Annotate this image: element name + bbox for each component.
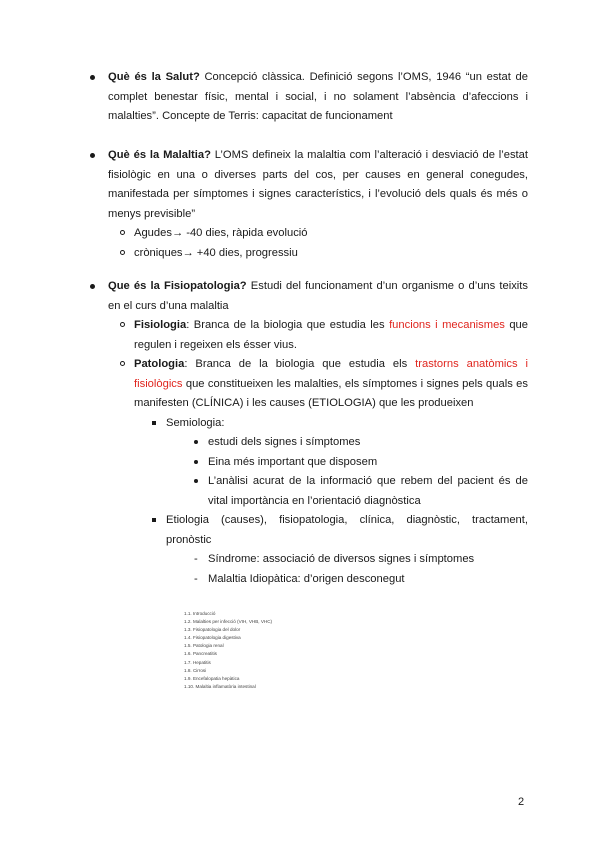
section-fisiopatologia [86,277,528,589]
fisiopatologia-text: Estudi del funcionament d’un organisme o d’uns teixits en el curs d’una malaltia [108,280,528,312]
toc-item: 1.1. Introducció [184,611,216,616]
toc-item: 1.7. Hepatitis [184,659,211,665]
etiologia-item: Etiologia (causes), fisiopatologia, clínica, diagnòstic, tractament, pronòstic [80,511,528,550]
toc-item: 1.4. Fisiopatologia digestiva [184,635,241,641]
dot-bullet-icon [194,440,198,444]
bullet-fisiopatologia [86,277,528,316]
toc-item: 1.10. Malaltia inflamatòria intestinal [184,683,256,689]
chronic-item: cròniques→ +40 dies, progressiu [80,244,528,264]
acute-item: Agudes→ -40 dies, ràpida evolució [80,224,528,244]
hollow-bullet-icon [120,322,125,327]
hollow-bullet-icon [120,230,125,235]
fisiologia-item: Fisiologia: Branca de la biologia que estudia les funcions i mecanismes que regulen i regeixen els ésser vius. [80,316,528,355]
dot-bullet-icon [194,460,198,464]
square-bullet-icon [152,518,156,522]
semiologia-item: Semiologia: [80,414,528,434]
dash-bullet-icon: - [194,553,198,565]
sindrome-item: - Síndrome: associació de diversos signes i símptomes [80,550,528,570]
malaltia-text: L’OMS defineix la malaltia com l’alteració i desviació de l’estat fisiològic en una o diverses parts del cos, per causes en general conegudes, manifestada per símptomes i signes característics, i l’evolució dels quals és més o menys previsible” [108,149,528,220]
table-of-contents [184,610,324,691]
toc-item: 1.6. Pancreatitis [184,651,217,657]
semiologia-point-2: Eina més important que disposem [80,453,528,473]
toc-item: 1.8. Cirrosi [184,667,207,673]
dot-bullet-icon [194,479,198,483]
patologia-item: Patologia: Branca de la biologia que estudia els trastorns anatòmics i fisiològics que constitueixen les malalties, els símptomes i signes pels quals es manifesten (CLÍNICA) i les causes (ETIOLOGIA) que les produeixen [80,355,528,414]
toc-item: 1.5. Patologia renal [184,643,224,649]
dash-bullet-icon: - [194,572,198,585]
fisiopatologia-question: Que és la Fisiopatologia? [108,280,247,292]
malaltia-question: Què és la Malaltia? [108,149,211,161]
salut-text: Concepció clàssica. Definició segons l’OMS, 1946 “un estat de complet benestar físic, mental i social, i no solament l’absència d’afeccions i malalties”. Concepte de Terris: capacitat de funcionament [108,71,529,122]
semiologia-point-3: L’anàlisi acurat de la informació que rebem del pacient és de vital importància en l’orientació diagnòstica [80,472,528,511]
toc-item: 1.9. Encefalopatia hepàtica [184,675,240,681]
bullet-malaltia [86,146,528,224]
idiopatica-item: - Malaltia Idiopàtica: d’origen desconegut [80,570,528,590]
hollow-bullet-icon [120,361,125,366]
square-bullet-icon [152,421,156,425]
hollow-bullet-icon [120,250,125,255]
toc-item: 1.2. Malalties per infecció (VIH, VHB, VHC) [184,619,273,625]
toc-item: 1.3. Fisiopatologia del dolor [184,627,241,633]
salut-question: Què és la Salut? [108,71,200,83]
bullet-salut [86,68,528,127]
section-salut [86,68,528,127]
page-number: 2 [518,796,525,808]
section-malaltia [86,146,528,263]
semiologia-point-1: estudi dels signes i símptomes [80,433,528,453]
